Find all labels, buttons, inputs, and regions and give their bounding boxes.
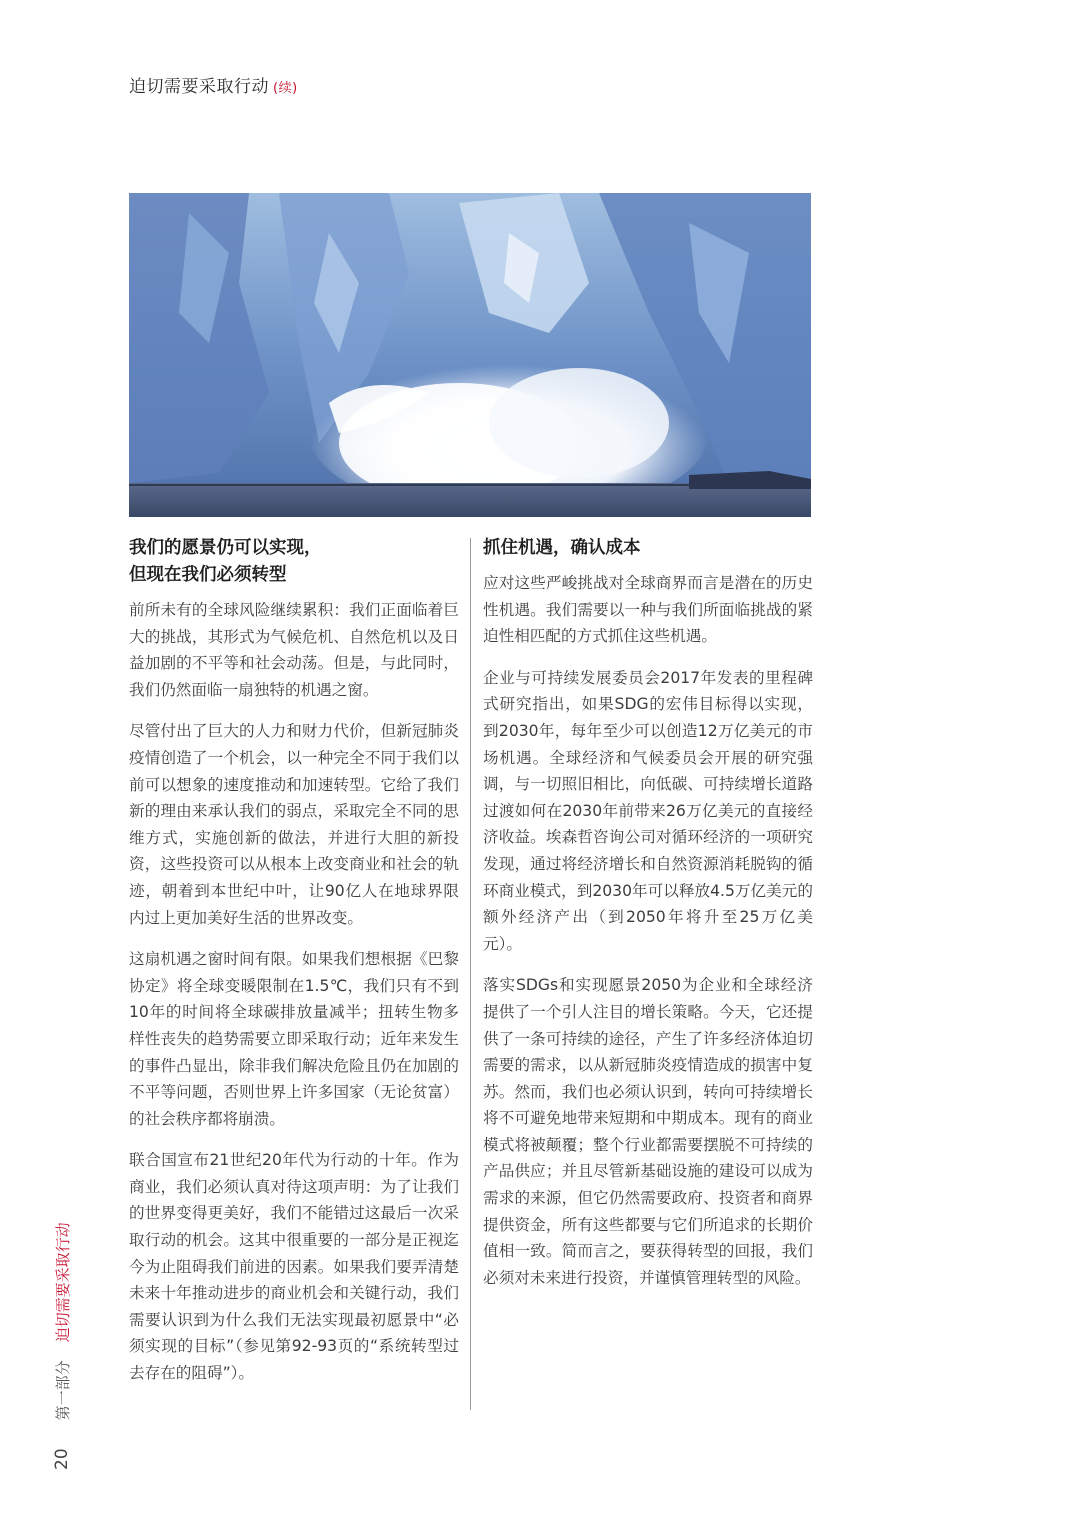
right-column: [483, 535, 813, 1306]
section-label: 迫切需要采取行动: [53, 1222, 72, 1343]
vertical-sidebar: [44, 1130, 80, 1470]
left-paragraph-2: 尽管付出了巨大的人力和财力代价，但新冠肺炎疫情创造了一个机会，以一种完全不同于我们以前可以想象的速度推动和加速转型。它给了我们新的理由来承认我们的弱点，采取完全不同的思维方式，实施创新的做法，并进行大胆的新投资，这些投资可以从根本上改变商业和社会的轨迹，朝着到本世纪中叶，让90亿人在地球界限内过上更加美好生活的世界改变。: [129, 722, 459, 927]
page-header: [129, 72, 298, 97]
right-paragraph-1: 应对这些严峻挑战对全球商界而言是潜在的历史性机遇。我们需要以一种与我们所面临挑战的紧迫性相匹配的方式抓住这些机遇。: [483, 574, 813, 646]
right-paragraph-2: 企业与可持续发展委员会2017年发表的里程碑式研究指出，如果SDG的宏伟目标得以实现，到2030年，每年至少可以创造12万亿美元的市场机遇。全球经济和气候委员会开展的研究强调，与一切照旧相比，向低碳、可持续增长道路过渡如何在2030年前带来26万亿美元的直接经济收益。埃森哲咨询公司对循环经济的一项研究发现，通过将经济增长和自然资源消耗脱钩的循环商业模式，到2030年可以释放4.5万亿美元的额外经济产出（到2050年将升至25万亿美元）。: [483, 668, 813, 953]
column-divider: [470, 538, 471, 1410]
header-title: 迫切需要采取行动: [129, 77, 269, 97]
page-number: 20: [52, 1448, 72, 1470]
left-paragraph-4: 联合国宣布21世纪20年代为行动的十年。作为商业，我们必须认真对待这项声明：为了让我们的世界变得更美好，我们不能错过这最后一次采取行动的机会。这其中很重要的一部分是正视迄今为止阻碍我们前进的因素。如果我们要弄清楚未来十年推动进步的商业机会和关键行动，我们需要认识到为什么我们无法实现最初愿景中“必须实现的目标”（参见第92-93页的“系统转型过去存在的阻碍”）。: [129, 1151, 459, 1383]
left-column: [129, 535, 459, 1402]
left-paragraph-1: 前所未有的全球风险继续累积：我们正面临着巨大的挑战，其形式为气候危机、自然危机以及日益加剧的不平等和社会动荡。但是，与此同时，我们仍然面临一扇独特的机遇之窗。: [129, 601, 459, 699]
header-continued: (续): [273, 81, 298, 96]
glacier-calving-photo: [129, 193, 811, 517]
left-heading-line2: 但现在我们必须转型: [129, 565, 287, 585]
right-heading: 抓住机遇，确认成本: [483, 538, 641, 558]
left-heading: [129, 535, 459, 589]
left-heading-line1: 我们的愿景仍可以实现，: [129, 538, 322, 558]
left-paragraph-3: 这扇机遇之窗时间有限。如果我们想根据《巴黎协定》将全球变暖限制在1.5℃，我们只有不到10年的时间将全球碳排放量减半；扭转生物多样性丧失的趋势需要立即采取行动；近年来发生的事件凸显出，除非我们解决危险且仍在加剧的不平等问题，否则世界上许多国家（无论贫富）的社会秩序都将崩溃。: [129, 950, 459, 1128]
right-paragraph-3: 落实SDGs和实现愿景2050为企业和全球经济提供了一个引人注目的增长策略。今天，它还提供了一条可持续的途径，产生了许多经济体迫切需要的需求，以从新冠肺炎疫情造成的损害中复苏。然而，我们也必须认识到，转向可持续增长将不可避免地带来短期和中期成本。现有的商业模式将被颠覆；整个行业都需要摆脱不可持续的产品供应；并且尽管新基础设施的建设可以成为需求的来源，但它仍然需要政府、投资者和商界提供资金，所有这些都要与它们所追求的长期价值相一致。简而言之，要获得转型的回报，我们必须对未来进行投资，并谨慎管理转型的风险。: [483, 976, 813, 1287]
part-label: 第一部分: [53, 1360, 72, 1421]
